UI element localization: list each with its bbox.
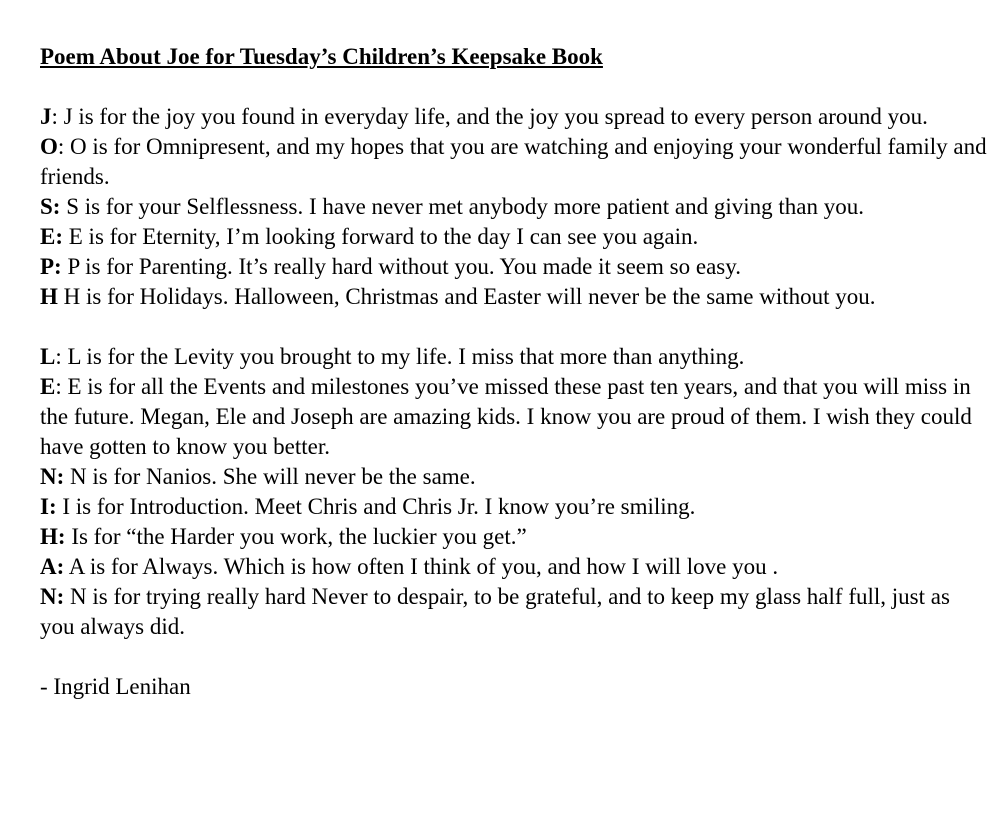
acrostic-letter: A: bbox=[40, 554, 65, 579]
acrostic-letter: E bbox=[40, 374, 56, 399]
poem-line-e bbox=[40, 372, 990, 462]
letter-separator: : bbox=[51, 104, 58, 129]
acrostic-letter: O bbox=[40, 134, 58, 159]
line-text: E is for Eternity, I’m looking forward to the day I can see you again. bbox=[63, 224, 699, 249]
letter-separator: : bbox=[57, 134, 65, 159]
poem-line-h bbox=[40, 282, 990, 312]
line-text: O is for Omnipresent, and my hopes that you are watching and enjoying your wonderful family and friends. bbox=[40, 134, 987, 189]
poem-line-o bbox=[40, 132, 990, 192]
poem-line-h bbox=[40, 522, 990, 552]
letter-separator: : bbox=[55, 374, 62, 399]
acrostic-letter: J bbox=[40, 104, 52, 129]
poem-line-j bbox=[40, 102, 990, 132]
poem-line-s bbox=[40, 192, 990, 222]
line-text: A is for Always. Which is how often I think of you, and how I will love you . bbox=[64, 554, 779, 579]
poem-line-p bbox=[40, 252, 990, 282]
acrostic-letter: H: bbox=[40, 524, 66, 549]
poem-line-e bbox=[40, 222, 990, 252]
poem-title: Poem About Joe for Tuesday’s Children’s Keepsake Book bbox=[40, 44, 603, 69]
acrostic-letter: S: bbox=[40, 194, 61, 219]
line-text: N is for trying really hard Never to despair, to be grateful, and to keep my glass half full, just as you always did. bbox=[40, 584, 950, 639]
line-text: P is for Parenting. It’s really hard without you. You made it seem so easy. bbox=[61, 254, 741, 279]
line-text: J is for the joy you found in everyday life, and the joy you spread to every person around you. bbox=[57, 104, 928, 129]
stanza-lenihan bbox=[40, 342, 990, 642]
acrostic-letter: P: bbox=[40, 254, 62, 279]
line-text: N is for Nanios. She will never be the same. bbox=[64, 464, 476, 489]
acrostic-letter: H bbox=[40, 284, 58, 309]
line-text: L is for the Levity you brought to my life. I miss that more than anything. bbox=[61, 344, 745, 369]
poem-line-n bbox=[40, 462, 990, 492]
poem-line-l bbox=[40, 342, 990, 372]
line-text: S is for your Selflessness. I have never met anybody more patient and giving than you. bbox=[60, 194, 865, 219]
line-text: I is for Introduction. Meet Chris and Chris Jr. I know you’re smiling. bbox=[56, 494, 696, 519]
signature: - Ingrid Lenihan bbox=[40, 674, 191, 699]
letter-separator: : bbox=[55, 344, 62, 369]
acrostic-letter: E: bbox=[40, 224, 63, 249]
poem-line-i bbox=[40, 492, 990, 522]
document-page bbox=[40, 42, 990, 725]
poem-line-a bbox=[40, 552, 990, 582]
poem-line-n-last bbox=[40, 582, 990, 642]
acrostic-letter: I: bbox=[40, 494, 57, 519]
stanza-joseph bbox=[40, 102, 990, 312]
line-text: E is for all the Events and milestones you’ve missed these past ten years, and that you will miss in the future. Megan, Ele and Joseph are amazing kids. I know you are proud of them. I wish they could have gotten to know you better. bbox=[40, 374, 972, 459]
acrostic-letter: N: bbox=[40, 464, 65, 489]
acrostic-letter: N: bbox=[40, 584, 65, 609]
line-text: H is for Holidays. Halloween, Christmas and Easter will never be the same without you. bbox=[57, 284, 876, 309]
line-text: Is for “the Harder you work, the luckier you get.” bbox=[65, 524, 527, 549]
acrostic-letter: L bbox=[40, 344, 56, 369]
